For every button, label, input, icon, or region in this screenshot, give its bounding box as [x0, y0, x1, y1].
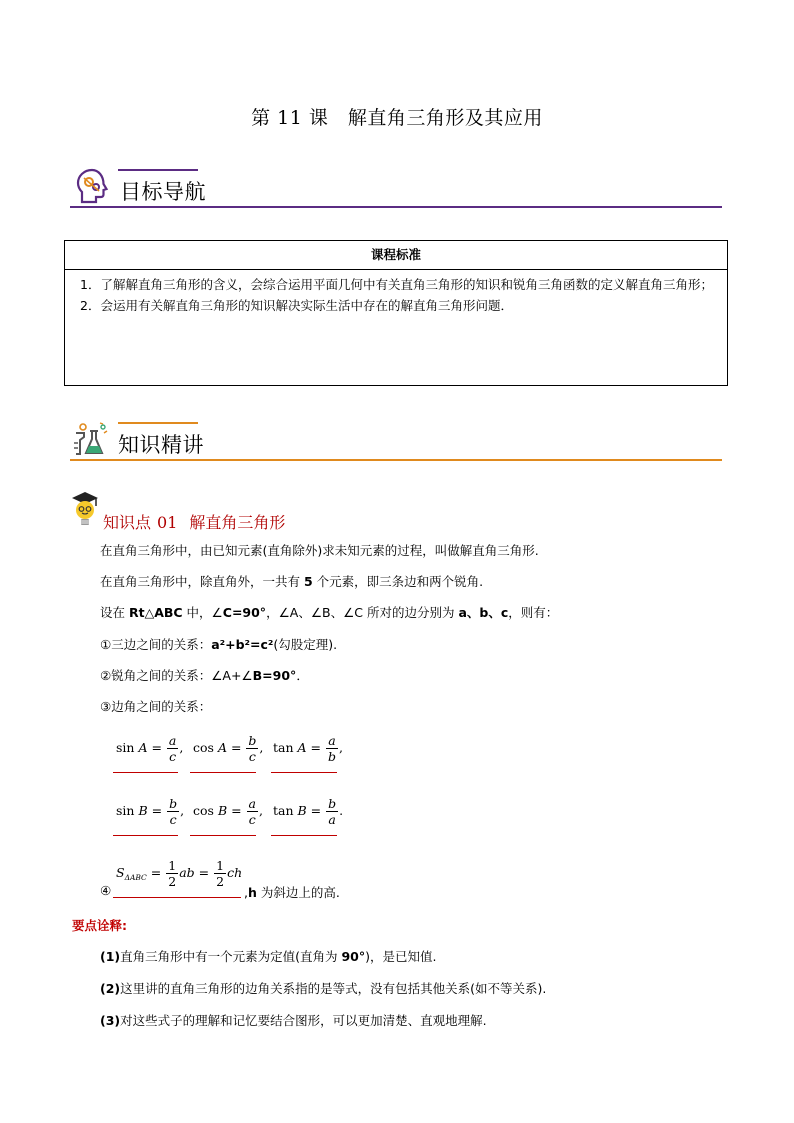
numerator: 1 [168, 858, 177, 873]
text: (勾股定理). [273, 637, 338, 652]
knowledge-mini-rule [118, 422, 198, 424]
denominator: a [328, 812, 336, 827]
equals: = [150, 865, 162, 880]
paragraph-setup [100, 603, 558, 621]
formula-sin-b: sin B = $\frac{b}{c}$ , [116, 796, 185, 827]
text: 这里讲的直角三角形的边角关系指的是等式，没有包括其他关系(如不等关系). [120, 981, 547, 996]
punct: , [180, 803, 185, 818]
denominator: c [248, 812, 256, 827]
note-item [100, 947, 437, 965]
page-title: 第 11 课 解直角三角形及其应用 [251, 107, 543, 129]
angle-sum: B=90° [252, 668, 297, 683]
fn: tan [273, 803, 294, 818]
goal-section-header [70, 164, 722, 210]
angle: B [138, 803, 148, 818]
text: 个元素，即三条边和两个锐角. [312, 574, 484, 589]
height-symbol: h [247, 885, 257, 900]
area-symbol: S [116, 865, 125, 880]
ch-term: ch [227, 865, 243, 880]
formula-underline [190, 835, 256, 836]
punct: , [259, 803, 263, 818]
knowledge-section-title: 知识精讲 [118, 433, 204, 457]
course-standard-item: 1．了解解直角三角形的含义，会综合运用平面几何中有关直角三角形的知识和锐角三角函数的定义解直角三角形； [80, 277, 713, 292]
numerator: b [328, 796, 337, 811]
fn: cos [193, 803, 214, 818]
graduate-lightbulb-icon [68, 490, 102, 530]
formula-sin-a: sin A = $\frac{a}{c}$ , [116, 733, 184, 764]
side-names: a、b、c [458, 605, 509, 620]
triangle-name: Rt△ABC [128, 605, 183, 620]
numerator: b [169, 796, 178, 811]
numerator: a [326, 733, 338, 749]
lab-flask-icon [70, 419, 110, 459]
formula-underline [113, 897, 241, 898]
formula-underline [113, 835, 178, 836]
relation-sides [100, 635, 337, 653]
denominator: 2 [168, 874, 177, 889]
angle: B [217, 803, 228, 818]
notes-header: 要点诠释: [72, 918, 127, 933]
angle: A [297, 740, 307, 755]
angle: B [297, 803, 307, 818]
formula-area [116, 858, 242, 889]
knowledge-section-header [70, 417, 722, 463]
note-item [100, 979, 546, 997]
denominator: b [327, 749, 336, 764]
formula-cos-b: cos B = $\frac{a}{c}$ , [193, 796, 263, 827]
numerator: a [248, 796, 256, 811]
text: ，则有： [508, 605, 559, 620]
formula-tan-b: tan B = $\frac{b}{a}$ . [273, 796, 344, 827]
numerator: a [168, 733, 177, 748]
relation-angles [100, 666, 309, 684]
punct: , [244, 885, 248, 900]
fn: sin [116, 803, 135, 818]
knowledge-point-number: 01 [157, 513, 178, 532]
formula-cos-a: cos A = $\frac{b}{c}$ , [193, 733, 264, 764]
formula-underline [271, 835, 337, 836]
element-count: 5 [303, 574, 313, 589]
fn: sin [116, 740, 135, 755]
angle: A [217, 740, 227, 755]
text: 直角三角形中有一个元素为定值(直角为 [120, 949, 342, 964]
course-standard-header: 课程标准 [65, 241, 727, 270]
punct: , [338, 740, 343, 755]
equals: = [198, 865, 210, 880]
area-suffix [244, 883, 340, 901]
numerator: 1 [216, 858, 225, 873]
text: 中，∠ [182, 605, 223, 620]
note-number: (3) [100, 1013, 121, 1028]
goal-section-title: 目标导航 [120, 180, 206, 204]
note-item [100, 1011, 487, 1029]
text: )，是已知值. [365, 949, 437, 964]
text: 为斜边上的高. [260, 885, 340, 900]
note-number: (1) [100, 949, 121, 964]
text: ，∠A、∠B、∠C 所对的边分别为 [266, 605, 459, 620]
punct: , [179, 740, 184, 755]
note-number: (2) [100, 981, 121, 996]
relation-side-angle: ③边角之间的关系： [100, 699, 212, 714]
numerator: b [248, 733, 257, 748]
fn: tan [273, 740, 294, 755]
denominator: c [169, 749, 177, 764]
paragraph-elements [100, 572, 483, 590]
angle: A [138, 740, 148, 755]
right-angle: C=90° [222, 605, 267, 620]
paragraph-definition: 在直角三角形中，由已知元素(直角除外)求未知元素的过程，叫做解直角三角形. [100, 543, 539, 558]
denominator: c [248, 749, 256, 764]
formula-underline [190, 772, 256, 773]
ab-term: ab [179, 865, 195, 880]
area-prefix: ④ [100, 883, 112, 898]
pythagorean-formula: a²+b²=c² [211, 637, 274, 652]
text: ①三边之间的关系： [100, 637, 212, 652]
text: ． [296, 668, 309, 683]
goal-mini-rule [118, 169, 198, 171]
course-standard-item: 2．会运用有关解直角三角形的知识解决实际生活中存在的解直角三角形问题． [80, 298, 513, 313]
punct: . [339, 803, 344, 818]
text: 在直角三角形中，除直角外，一共有 [100, 574, 304, 589]
text: 设在 [100, 605, 129, 620]
head-gears-icon [72, 166, 112, 206]
knowledge-point-label: 知识点 [103, 513, 152, 532]
denominator: c [169, 812, 177, 827]
formula-underline [271, 772, 337, 773]
text: 对这些式子的理解和记忆要结合图形，可以更加清楚、直观地理解. [120, 1013, 487, 1028]
text: ②锐角之间的关系：∠A+∠ [100, 668, 253, 683]
area-subscript: ΔABC [124, 873, 147, 882]
goal-rule [70, 206, 722, 208]
course-standard-table [64, 240, 728, 386]
knowledge-rule [70, 459, 722, 461]
formula-underline [113, 772, 178, 773]
denominator: 2 [216, 874, 225, 889]
course-standard-body [65, 270, 727, 320]
knowledge-point-name: 解直角三角形 [189, 513, 286, 532]
fn: cos [193, 740, 214, 755]
note-value: 90° [341, 949, 366, 964]
formula-tan-a: tan A = $\frac{a}{b}$ , [273, 733, 343, 764]
punct: , [259, 740, 264, 755]
knowledge-point-title [103, 510, 285, 533]
